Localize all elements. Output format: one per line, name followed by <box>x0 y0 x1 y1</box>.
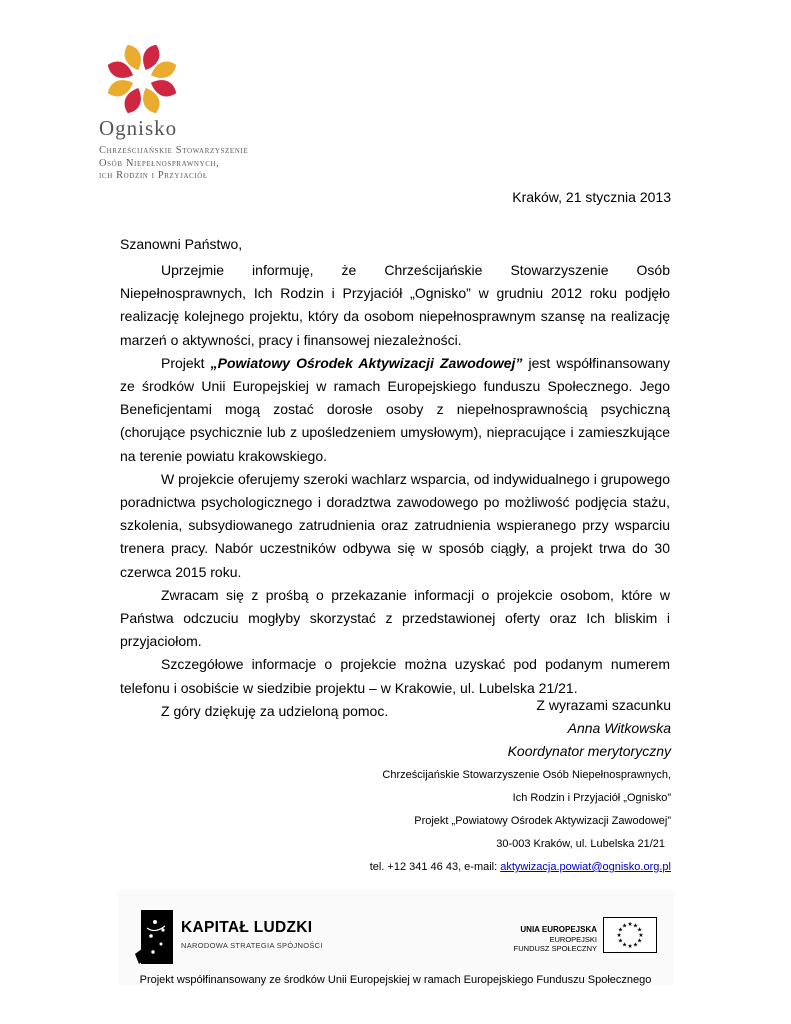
paragraph <box>120 352 670 468</box>
paragraph: Uprzejmie informuję, że Chrześcijańskie Stowarzyszenie Osób Niepełnosprawnych, Ich Rodzin i Przyjaciół „Ognisko” w grudniu 2012 roku podjęło realizację kolejnego projektu, który da osobom niepełnosprawnym szansę na realizację marzeń o aktywności, pracy i finansowej niezależności. <box>120 262 670 348</box>
eu-star: ★ <box>638 933 644 939</box>
org-subtitle-line: ich Rodzin i Przyjaciół <box>99 170 208 181</box>
eu-line: FUNDUSZ SPOŁECZNY <box>513 944 597 953</box>
org-name: Ognisko <box>99 116 178 140</box>
contact-line: Projekt „Powiatowy Ośrodek Aktywizacji Zawodowej” <box>414 815 671 827</box>
kapital-ludzki-logo-icon <box>135 908 175 966</box>
eu-star: ★ <box>621 923 628 930</box>
eu-star: ★ <box>621 942 628 949</box>
project-name: „Powiatowy Ośrodek Aktywizacji Zawodowej” <box>210 354 523 371</box>
eu-title: UNIA EUROPEJSKA <box>520 925 597 934</box>
eu-line: EUROPEJSKI <box>549 934 597 944</box>
eu-flag-icon <box>603 917 657 953</box>
letter-date: Kraków, 21 stycznia 2013 <box>512 189 671 205</box>
contact-phone-line <box>370 856 671 879</box>
paragraph: Zwracam się z prośbą o przekazanie informacji o projekcie osobom, które w Państwa odczuciu mogłyby skorzystać z przedstawionej oferty oraz Ich bliskim i przyjaciołom. <box>120 586 670 650</box>
eu-star: ★ <box>617 938 624 945</box>
contact-line: Chrześcijańskie Stowarzyszenie Osób Niepełnosprawnych, <box>382 769 671 781</box>
phone-text: tel. +12 341 46 43, e-mail: <box>369 861 501 873</box>
paragraph-text: jest współfinansowany ze środków Unii Europejskiej w ramach Europejskiego funduszu Społecznego. Jego Beneficjentami mogą zostać dorosłe osoby z niepełnosprawnością psychiczną (chorujące psychicznie lub z upośledzeniem umysłowym), niepracujące i zamieszkujące na terenie powiatu krakowskiego. <box>120 354 670 464</box>
signatory-name: Anna Witkowska <box>567 720 671 736</box>
org-subtitle-line: Osób Niepełnosprawnych, <box>99 157 220 169</box>
org-subtitle-line: Chrześcijańskie Stowarzyszenie <box>99 145 249 156</box>
eu-star: ★ <box>632 942 639 949</box>
signatory-role: Koordynator merytoryczny <box>507 743 671 759</box>
eu-star: ★ <box>632 923 639 930</box>
paragraph: Szczegółowe informacje o projekcie można uzyskać pod podanym numerem telefonu i osobiście w siedzibie projektu – w Krakowie, ul. Lubelska 21/21. <box>120 656 670 696</box>
kapital-ludzki-title: KAPITAŁ LUDZKI <box>181 919 313 936</box>
eu-text <box>514 925 597 954</box>
eu-star: ★ <box>616 933 622 939</box>
eu-star: ★ <box>636 927 643 934</box>
contact-block <box>370 764 671 879</box>
contact-line: Ich Rodzin i Przyjaciół „Ognisko” <box>512 792 671 804</box>
closing <box>508 694 671 763</box>
closing-regards: Z wyrazami szacunku <box>536 697 671 713</box>
eu-star: ★ <box>636 938 643 945</box>
paragraph: W projekcie oferujemy szeroki wachlarz wsparcia, od indywidualnego i grupowego poradnictwa psychologicznego i doradztwa zawodowego po możliwość podjęcia stażu, szkolenia, subsydiowanego zatrudnienia oraz zatrudnienia wspieranego przy wsparciu trenera pracy. Nabór uczestników odbywa się w sposób ciągły, a projekt trwa do 30 czerwca 2015 roku. <box>120 470 670 580</box>
eu-star: ★ <box>627 944 633 950</box>
org-subtitle <box>99 145 248 183</box>
salutation: Szanowni Państwo, <box>120 236 243 252</box>
footer-caption: Projekt współfinansowany ze środków Unii Europejskiej w ramach Europejskiego Funduszu Społecznego <box>139 974 652 986</box>
ognisko-logo-icon <box>103 40 181 118</box>
email-link[interactable]: aktywizacja.powiat@ognisko.org.pl <box>500 861 671 873</box>
kapital-ludzki-subtitle: NARODOWA STRATEGIA SPÓJNOŚCI <box>181 941 323 950</box>
letter-body <box>120 259 670 723</box>
eu-star: ★ <box>627 922 633 928</box>
paragraph: Z góry dziękuję za udzieloną pomoc. <box>161 702 389 719</box>
eu-star: ★ <box>617 927 624 934</box>
contact-line: 30-003 Kraków, ul. Lubelska 21/21 <box>496 838 665 850</box>
paragraph-text: Projekt <box>161 354 211 371</box>
